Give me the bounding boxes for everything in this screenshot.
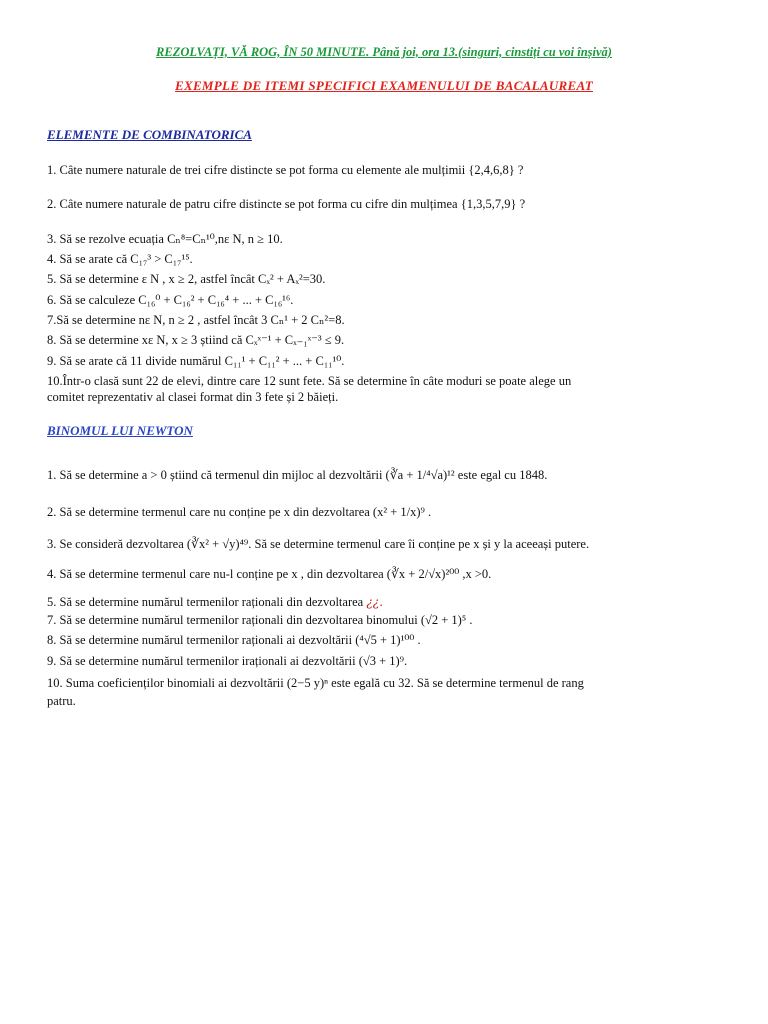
combinatorica-item-1: 1. Câte numere naturale de trei cifre distincte se pot forma cu elemente ale mulțimii {2,4,6,8} ? (47, 163, 524, 177)
combinatorica-item-4: 4. Să se arate că C₁₇³ > C₁₇¹⁵. (47, 252, 193, 266)
binomul-item-8: 8. Să se determine numărul termenilor raționali ai dezvoltării (⁴√5 + 1)¹⁰⁰ . (47, 633, 421, 647)
combinatorica-item-5: 5. Să se determine ε N , x ≥ 2, astfel încât Cₓ² + Aₓ²=30. (47, 272, 326, 286)
combinatorica-item-8: 8. Să se determine xε N, x ≥ 3 știind că Cₓˣ⁻¹ + Cₓ₋₁ˣ⁻³ ≤ 9. (47, 333, 345, 347)
header-instructions: REZOLVAȚI, VĂ ROG, ÎN 50 MINUTE. Până joi, ora 13.(singuri, cinstiți cu voi înșivă) (156, 45, 612, 59)
combinatorica-item-6: 6. Să se calculeze C₁₆⁰ + C₁₆² + C₁₆⁴ + ... + C₁₆¹⁶. (47, 293, 294, 307)
combinatorica-item-10-line1: 10.Într-o clasă sunt 22 de elevi, dintre care 12 sunt fete. Să se determine în câte moduri se poate alege un (47, 374, 572, 388)
binomul-item-10-line2: patru. (47, 694, 76, 708)
binomul-item-3: 3. Se consideră dezvoltarea (∛x² + √y)⁴⁹. Să se determine termenul care îi conține pe x și y la aceeași putere. (47, 537, 590, 551)
header-title: EXEMPLE DE ITEMI SPECIFICI EXAMENULUI DE BACALAUREAT (175, 78, 593, 93)
binomul-item-1: 1. Să se determine a > 0 știind că termenul din mijloc al dezvoltării (∛a + 1/⁴√a)¹² este egal cu 1848. (47, 468, 548, 482)
binomul-item-9: 9. Să se determine numărul termenilor iraționali ai dezvoltării (√3 + 1)⁹. (47, 654, 408, 668)
combinatorica-item-10-line2: comitet reprezentativ al clasei format din 3 fete și 2 băieți. (47, 390, 339, 404)
binomul-item-5-broken-formula: ¿¿. (366, 595, 384, 609)
section-title-combinatorica: ELEMENTE DE COMBINATORICA (47, 127, 252, 142)
binomul-item-2: 2. Să se determine termenul care nu conține pe x din dezvoltarea (x² + 1/x)⁹ . (47, 505, 432, 519)
combinatorica-item-2: 2. Câte numere naturale de patru cifre distincte se pot forma cu cifre din mulțimea {1,3,5,7,9} ? (47, 197, 526, 211)
binomul-item-7: 7. Să se determine numărul termenilor raționali din dezvoltarea binomului (√2 + 1)⁵ . (47, 613, 473, 627)
combinatorica-item-3: 3. Să se rezolve ecuația Cₙ⁸=Cₙ¹⁰,nε N, n ≥ 10. (47, 232, 283, 246)
binomul-item-5 (47, 594, 383, 610)
binomul-item-5-text: 5. Să se determine numărul termenilor raționali din dezvoltarea (47, 595, 364, 609)
binomul-item-4: 4. Să se determine termenul care nu-l conține pe x , din dezvoltarea (∛x + 2/√x)²⁰⁰ ,x >0. (47, 567, 492, 581)
combinatorica-item-7: 7.Să se determine nε N, n ≥ 2 , astfel încât 3 Cₙ¹ + 2 Cₙ²=8. (47, 313, 345, 327)
combinatorica-item-9: 9. Să se arate că 11 divide numărul C₁₁¹ + C₁₁² + ... + C₁₁¹⁰. (47, 354, 345, 368)
binomul-item-10-line1: 10. Suma coeficienților binomiali ai dezvoltării (2−5 y)ⁿ este egală cu 32. Să se determine termenul de rang (47, 676, 584, 690)
section-title-binomul: BINOMUL LUI NEWTON (47, 423, 193, 438)
